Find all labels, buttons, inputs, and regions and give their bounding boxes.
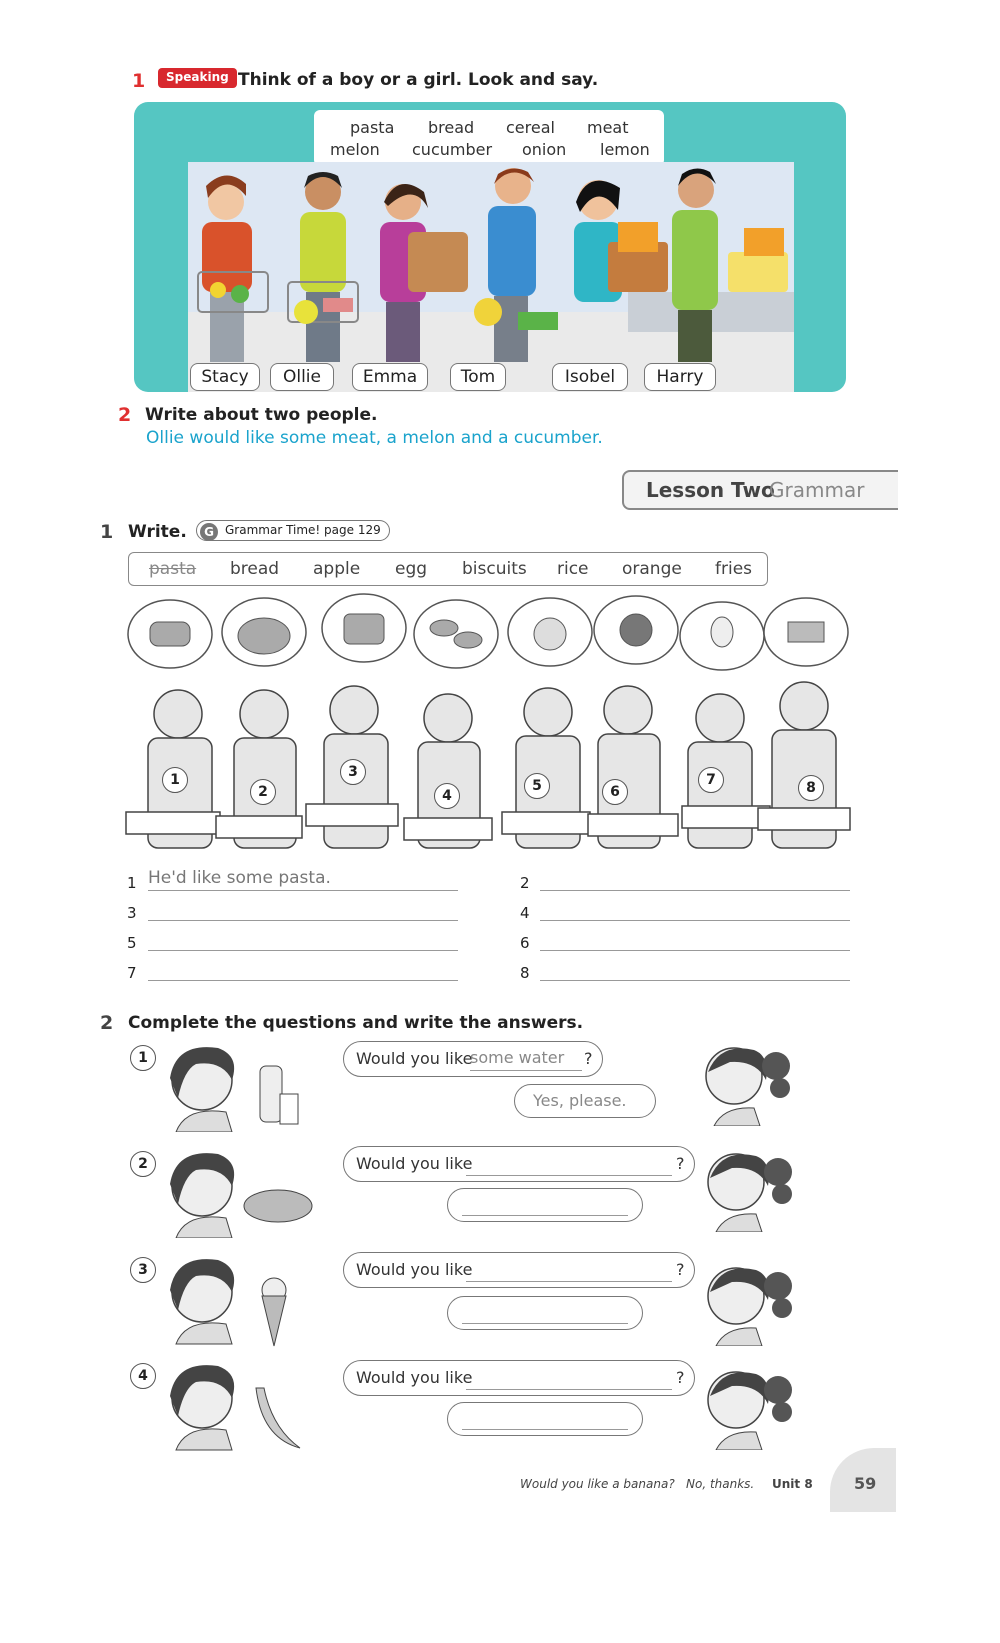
woman-and-salad-illustration: [156, 1146, 316, 1238]
example-sentence: Ollie would like some meat, a melon and a cucumber.: [146, 428, 603, 448]
name-tag-tom: Tom: [450, 363, 506, 391]
biscuits-icon: [454, 632, 482, 648]
question-text: Would you like: [356, 1260, 473, 1279]
footer-unit: Unit 8: [772, 1477, 813, 1491]
question-text: Would you like: [356, 1368, 473, 1387]
word: cereal: [506, 118, 555, 137]
banana-icon: [256, 1388, 300, 1448]
lesson-header: [622, 470, 898, 510]
exercise-number: 1: [100, 521, 114, 543]
grammar-time-label: Grammar Time! page 129: [225, 523, 381, 537]
word-bank-item: biscuits: [462, 559, 527, 579]
page-number: 59: [854, 1474, 877, 1493]
question-bubble: [343, 1041, 603, 1077]
woman-and-water-illustration: [156, 1040, 306, 1132]
question-fill[interactable]: [466, 1259, 672, 1282]
kid-number: 1: [162, 767, 188, 793]
word: meat: [587, 118, 629, 137]
answer-number: 1: [127, 874, 137, 892]
answer-bubble: [447, 1296, 643, 1330]
girl-face-illustration: [702, 1256, 796, 1346]
footer-question: Would you like a banana?: [520, 1477, 675, 1491]
speaking-badge: Speaking: [158, 68, 237, 88]
grammar-time-icon: G: [200, 523, 218, 541]
exercise-instruction: Write about two people.: [145, 405, 378, 425]
fries-icon: [788, 622, 824, 642]
canteen-kids-illustration: [118, 592, 854, 860]
bread-icon: [238, 618, 290, 654]
kid-number: 4: [434, 783, 460, 809]
answer-text[interactable]: [462, 1195, 628, 1216]
question-mark: ?: [676, 1260, 685, 1279]
question-fill[interactable]: [466, 1367, 672, 1390]
speaking-picture-panel: [134, 102, 846, 392]
loaf-icon: [344, 614, 384, 644]
word-bank-item: fries: [715, 559, 753, 579]
answer-number: 4: [520, 904, 530, 922]
answer-line-7[interactable]: [148, 958, 458, 981]
answer-number: 2: [520, 874, 530, 892]
question-bubble: [343, 1252, 695, 1288]
answer-number: 8: [520, 964, 530, 982]
answer-text[interactable]: [462, 1303, 628, 1324]
name-tag-isobel: Isobel: [552, 363, 628, 391]
word-bank-item: rice: [557, 559, 589, 579]
supermarket-illustration: [188, 162, 794, 392]
question-bubble: [343, 1146, 695, 1182]
exercise-instruction: Think of a boy or a girl. Look and say.: [238, 70, 599, 90]
word-bank-item: apple: [313, 559, 361, 579]
grammar-time-reference: [196, 520, 390, 541]
name-tag-ollie: Ollie: [270, 363, 334, 391]
question-mark: ?: [584, 1049, 593, 1068]
egg-icon: [711, 617, 733, 647]
glass-icon: [280, 1094, 298, 1124]
woman-and-ice-cream-illustration: [156, 1252, 306, 1348]
kid-number: 8: [798, 775, 824, 801]
water-bottle-icon: [260, 1066, 282, 1122]
footer-answer: No, thanks.: [686, 1477, 755, 1491]
question-bubble: [343, 1360, 695, 1396]
question-text: Would you like: [356, 1154, 473, 1173]
kid-number: 2: [250, 779, 276, 805]
name-tag-harry: Harry: [644, 363, 716, 391]
exercise-number: 1: [132, 70, 146, 92]
item-number: 4: [130, 1363, 156, 1389]
answer-text[interactable]: Yes, please.: [533, 1091, 627, 1110]
word: cucumber: [412, 140, 493, 159]
kid-number: 3: [340, 759, 366, 785]
answer-line-4[interactable]: [540, 898, 850, 921]
lesson-title: Lesson Two: [646, 478, 775, 502]
item-number: 3: [130, 1257, 156, 1283]
pasta-icon: [150, 622, 190, 646]
answer-line-8[interactable]: [540, 958, 850, 981]
word: pasta: [350, 118, 395, 137]
lesson-topic: Grammar: [769, 478, 865, 502]
kid-number: 5: [524, 773, 550, 799]
answer-line-6[interactable]: [540, 928, 850, 951]
word: melon: [330, 140, 380, 159]
page-number-tab: [830, 1448, 896, 1512]
answer-number: 7: [127, 964, 137, 982]
question-mark: ?: [676, 1154, 685, 1173]
question-text: Would you like: [356, 1049, 473, 1068]
girl-face-illustration: [702, 1360, 796, 1450]
question-fill[interactable]: some water: [470, 1048, 582, 1071]
girl-face-illustration: [702, 1142, 796, 1232]
name-tag-stacy: Stacy: [190, 363, 260, 391]
kid-number: 6: [602, 779, 628, 805]
exercise-number: 2: [100, 1012, 114, 1034]
word-bank-item-crossed: pasta: [149, 559, 197, 579]
word-bank: [128, 552, 768, 586]
food-word-box: [314, 110, 664, 166]
question-mark: ?: [676, 1368, 685, 1387]
answer-number: 3: [127, 904, 137, 922]
exercise-number: 2: [118, 404, 132, 426]
word-bank-item: orange: [622, 559, 682, 579]
woman-and-banana-illustration: [156, 1358, 306, 1454]
word: bread: [428, 118, 475, 137]
word: onion: [522, 140, 567, 159]
answer-line-5[interactable]: [148, 928, 458, 951]
word: lemon: [600, 140, 650, 159]
exercise-instruction: Complete the questions and write the answers.: [128, 1013, 584, 1033]
name-tag-emma: Emma: [352, 363, 428, 391]
salad-icon: [244, 1190, 312, 1222]
answer-number: 5: [127, 934, 137, 952]
exercise-instruction: Write.: [128, 522, 187, 542]
word-bank-item: bread: [230, 559, 280, 579]
answer-bubble: [514, 1084, 656, 1118]
kid-number: 7: [698, 767, 724, 793]
answer-line-3[interactable]: [148, 898, 458, 921]
word-bank-item: egg: [395, 559, 428, 579]
orange-icon: [620, 614, 652, 646]
answer-line-1[interactable]: He'd like some pasta.: [148, 868, 458, 891]
answer-number: 6: [520, 934, 530, 952]
girl-face-illustration: [700, 1036, 794, 1126]
apple-icon: [534, 618, 566, 650]
item-number: 2: [130, 1151, 156, 1177]
answer-line-2[interactable]: [540, 868, 850, 891]
answer-text[interactable]: [462, 1409, 628, 1430]
answer-bubble: [447, 1402, 643, 1436]
item-number: 1: [130, 1045, 156, 1071]
question-fill[interactable]: [466, 1153, 672, 1176]
answer-bubble: [447, 1188, 643, 1222]
